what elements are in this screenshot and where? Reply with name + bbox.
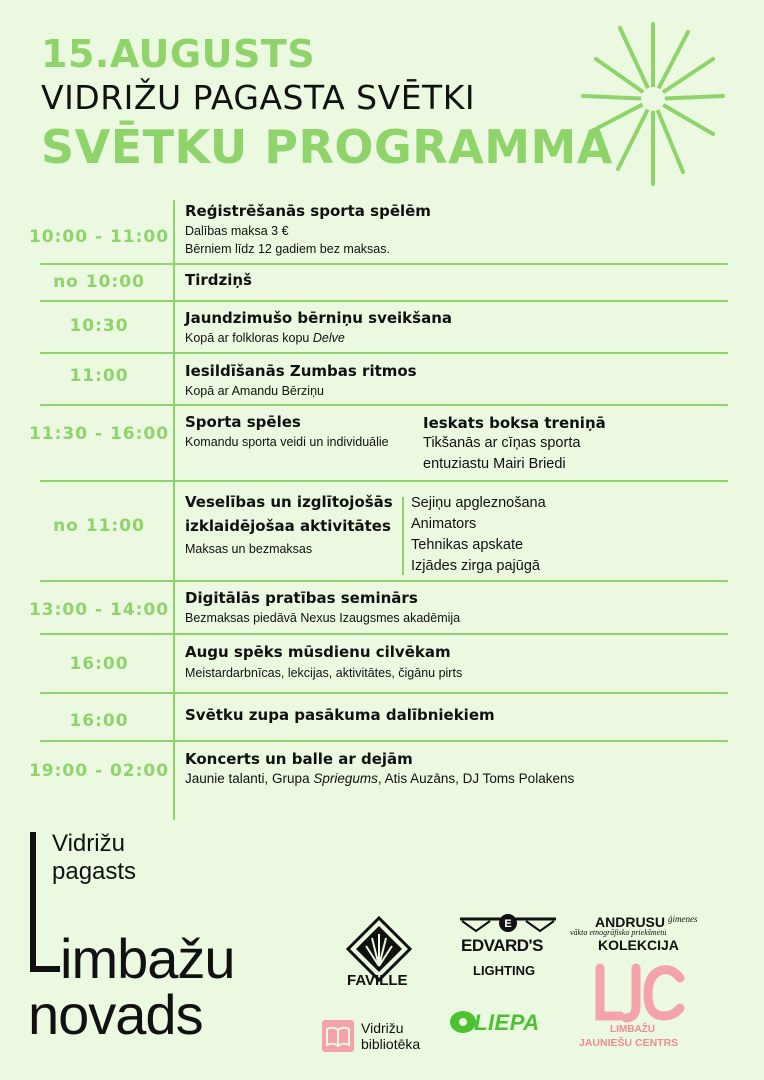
schedule-title: Sporta spēles — [185, 413, 301, 431]
limbazu-logo-l — [30, 832, 36, 972]
timeline-divider — [173, 200, 175, 820]
schedule-time: 10:00 - 11:00 — [28, 227, 170, 247]
desc-italic-text: Spriegums — [313, 771, 378, 786]
schedule-title: izklaidējošaa aktivitātes — [185, 517, 391, 535]
biblioteka-label: bibliotēka — [361, 1036, 421, 1052]
desc-text: , Atis Auzāns, DJ Toms Polakens — [377, 771, 575, 786]
row-divider — [40, 352, 728, 354]
schedule-time: 16:00 — [69, 711, 129, 731]
activity-item: Tehnikas apskate — [411, 537, 524, 553]
limbazu-label: imbažu — [60, 927, 235, 990]
side-divider — [402, 497, 404, 575]
program-title: SVĒTKU PROGRAMMA — [41, 120, 613, 174]
row-divider — [40, 580, 728, 582]
schedule-time: 16:00 — [69, 654, 129, 674]
side-desc: entuziastu Mairi Briedi — [423, 456, 566, 472]
schedule-title: Veselības un izglītojošās — [185, 493, 393, 511]
schedule-title: Koncerts un balle ar dejām — [185, 750, 413, 768]
row-divider — [40, 480, 728, 482]
schedule-title: Digitālās pratības seminārs — [185, 589, 418, 607]
schedule-title: Tirdziņš — [185, 271, 252, 289]
desc-italic-text: Delve — [312, 331, 345, 345]
liepa-label: LIEPA — [474, 1010, 540, 1035]
schedule-title: Jaundzimušo bērniņu sveikšana — [185, 309, 452, 327]
schedule-desc — [185, 771, 574, 786]
schedule-desc: Maksas un bezmaksas — [185, 542, 313, 556]
row-divider — [40, 692, 728, 694]
schedule-title: Augu spēks mūsdienu cilvēkam — [185, 643, 451, 661]
schedule-time: 19:00 - 02:00 — [28, 761, 170, 781]
schedule-time: 11:00 — [69, 366, 129, 386]
ljc-label: JAUNIEŠU CENTRS — [579, 1037, 679, 1049]
edvards-label: EDVARD'S — [461, 936, 543, 955]
schedule-title: Reģistrēšanās sporta spēlēm — [185, 202, 431, 220]
row-divider — [40, 263, 728, 265]
desc-text: Kopā ar folkloras kopu — [185, 331, 313, 345]
biblioteka-label: Vidrižu — [361, 1020, 404, 1036]
limbazu-logo-l — [30, 966, 60, 972]
ljc-logo-icon — [588, 962, 688, 1024]
schedule-title: Iesildīšanās Zumbas ritmos — [185, 362, 417, 380]
row-divider — [40, 633, 728, 635]
lighting-label: LIGHTING — [473, 963, 536, 978]
schedule-time: no 11:00 — [53, 516, 145, 536]
event-name: VIDRIŽU PAGASTA SVĒTKI — [41, 78, 476, 117]
svg-text:E: E — [504, 918, 512, 930]
schedule-time: no 10:00 — [53, 272, 145, 292]
pagasts-label: pagasts — [52, 858, 137, 885]
faville-label: FAVILLE — [347, 972, 408, 989]
edvards-logo-icon — [458, 913, 558, 935]
book-icon — [322, 1020, 354, 1052]
kolekcija-label: KOLEKCIJA — [598, 937, 679, 953]
novads-label: novads — [28, 983, 203, 1046]
side-desc: Tikšanās ar cīņas sporta — [423, 435, 581, 451]
activity-item: Sejiņu apgleznošana — [411, 495, 546, 511]
andrusu-sub-label: vākta etnogrāfisko priekšmetu — [570, 928, 667, 937]
schedule-desc: Dalības maksa 3 € — [185, 224, 289, 238]
schedule-desc: Kopā ar Amandu Bērziņu — [185, 384, 324, 398]
schedule-title: Svētku zupa pasākuma dalībniekiem — [185, 706, 495, 724]
schedule-time: 10:30 — [69, 316, 129, 336]
event-date: 15.AUGUSTS — [41, 32, 316, 76]
fireworks-icon — [578, 14, 728, 189]
row-divider — [40, 740, 728, 742]
schedule-desc: Komandu sporta veidi un individuālie — [185, 435, 389, 449]
schedule-time: 11:30 - 16:00 — [28, 424, 170, 444]
row-divider — [40, 300, 728, 302]
activity-item: Animators — [411, 516, 477, 532]
schedule-time: 13:00 - 14:00 — [28, 600, 170, 620]
schedule-desc: Meistardarbnīcas, lekcijas, aktivitātes, čigānu pirts — [185, 666, 463, 680]
side-title: Ieskats boksa treniņā — [423, 414, 606, 432]
schedule-desc — [185, 331, 345, 345]
vidrizu-label: Vidrižu — [52, 830, 125, 857]
row-divider — [40, 404, 728, 406]
andrusu-label: ANDRUSU — [595, 914, 665, 930]
desc-text: Jaunie talanti, Grupa — [185, 771, 314, 786]
ljc-label: LIMBAŽU — [610, 1024, 655, 1035]
schedule-desc: Bērniem līdz 12 gadiem bez maksas. — [185, 242, 390, 256]
andrusu-small-label: ģimenes — [668, 914, 698, 924]
schedule-desc: Bezmaksas piedāvā Nexus Izaugsmes akadēmija — [185, 611, 461, 625]
activity-item: Izjādes zirga pajūgā — [411, 558, 540, 574]
